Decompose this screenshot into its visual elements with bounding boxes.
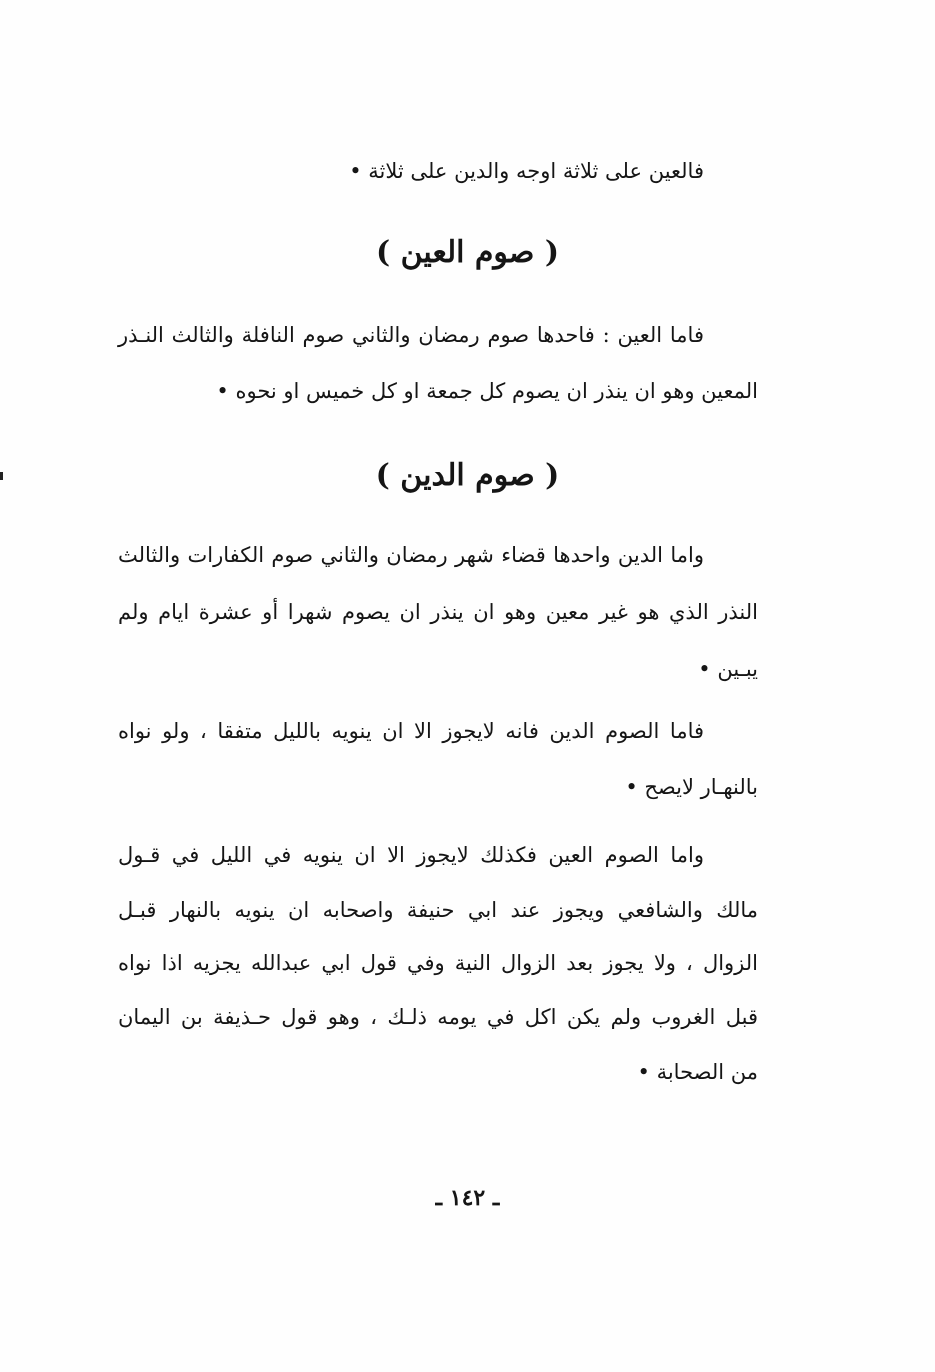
text-line: فاما العين : فاحدها صوم رمضان والثاني صوم النافلة والثالث النـذر	[118, 323, 704, 347]
page-number: ـ ١٤٢ ـ	[435, 1185, 500, 1211]
text-line: النذر الذي هو غير معين وهو ان ينذر ان يصوم شهرا أو عشرة ايام ولم	[118, 600, 758, 624]
text-line: مالك والشافعي ويجوز عند ابي حنيفة واصحابه ان ينويه بالنهار قبـل	[118, 898, 758, 922]
text-line: من الصحابة •	[637, 1060, 758, 1084]
text-line: المعين وهو ان ينذر ان يصوم كل جمعة او كل خميس او نحوه •	[216, 379, 758, 403]
text-line: قبل الغروب ولم يكن اكل في يومه ذلـك ، وهو قول حـذيفة بن اليمان	[118, 1005, 758, 1029]
section-heading-dain: ( صوم الدين )	[375, 458, 560, 493]
text-line: واما الدين واحدها قضاء شهر رمضان والثاني صوم الكفارات والثالث	[118, 543, 704, 567]
text-line: بالنهـار لايصح •	[625, 775, 758, 799]
intro-line: فالعين على ثلاثة اوجه والدين على ثلاثة •	[349, 159, 704, 183]
scan-edge-mark	[0, 472, 3, 480]
section-heading-ain: ( صوم العين )	[375, 235, 560, 270]
text-line: فاما الصوم الدين فانه لايجوز الا ان ينويه بالليل متفقا ، ولو نواه	[118, 719, 704, 743]
text-line: الزوال ، ولا يجوز بعد الزوال النية وفي قول ابي عبدالله يجزيه اذا نواه	[118, 951, 758, 975]
text-line: واما الصوم العين فكذلك لايجوز الا ان ينويه في الليل في قـول	[118, 843, 704, 867]
text-line: يبـين •	[698, 657, 758, 681]
